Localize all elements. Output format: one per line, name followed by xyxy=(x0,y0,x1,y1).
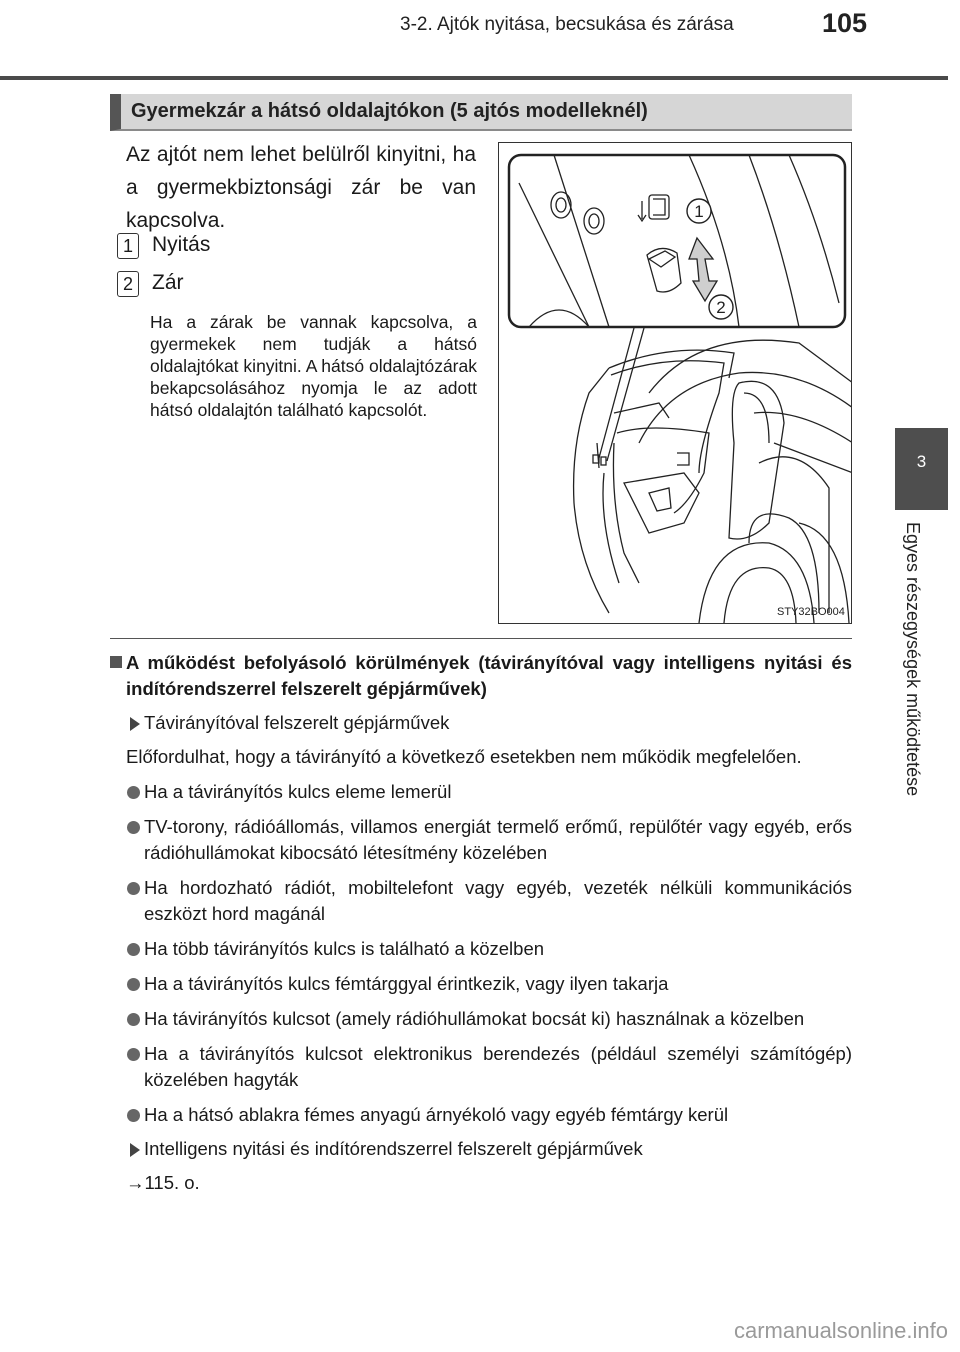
subheading-smart-entry-text: Intelligens nyitási és indítórendszerrel felszerelt gépjárművek xyxy=(144,1138,643,1159)
header-rule xyxy=(0,76,948,80)
circle-bullet-icon xyxy=(127,943,140,956)
condition-bullet-text: TV-torony, rádióállomás, villamos energiát termelő erőmű, repülőtér vagy egyéb, erős rádióhullámokat kibocsátó létesítmény közelében xyxy=(144,816,852,863)
conditions-section xyxy=(110,650,852,1196)
condition-bullet xyxy=(110,875,852,927)
condition-bullet-text: Ha a távirányítós kulcsot elektronikus berendezés (például személyi számítógép) közelében hagyták xyxy=(144,1043,852,1090)
subheading-smart-entry xyxy=(110,1136,852,1162)
circle-bullet-icon xyxy=(127,1013,140,1026)
condition-bullet-text: Ha több távirányítós kulcs is található a közelben xyxy=(144,938,545,959)
lock-note: Ha a zárak be vannak kapcsolva, a gyermekek nem tudják a hátsó oldalajtókat kinyitni. A hátsó oldalajtózárak bekapcsolásához nyomja le az adott hátsó oldalajtón található kapcsolót. xyxy=(150,312,477,420)
section-divider xyxy=(110,638,852,639)
side-tab-label: Egyes részegységek működtetése xyxy=(903,522,923,797)
callout-2: 2 xyxy=(716,298,726,317)
condition-bullet xyxy=(110,1006,852,1032)
door-drawing xyxy=(499,143,852,624)
header-title: 3-2. Ajtók nyitása, becsukása és zárása xyxy=(400,14,734,35)
condition-bullet xyxy=(110,1041,852,1093)
circle-bullet-icon xyxy=(127,1048,140,1061)
condition-bullet-text: Ha távirányítós kulcsot (amely rádióhullámokat bocsát ki) használnak a közelben xyxy=(144,1008,805,1029)
square-bullet-icon xyxy=(110,656,122,668)
conditions-heading-text: A működést befolyásoló körülmények (távirányítóval vagy intelligens nyitási és indítórendszerrel felszerelt gépjárművek) xyxy=(126,652,852,699)
condition-bullet-text: Ha hordozható rádiót, mobiltelefont vagy egyéb, vezeték nélküli kommunikációs eszközt hord magánál xyxy=(144,877,852,924)
child-lock-illustration xyxy=(498,142,852,624)
circle-bullet-icon xyxy=(127,821,140,834)
condition-bullet-text: Ha a távirányítós kulcs fémtárggyal érintkezik, vagy ilyen takarja xyxy=(144,973,669,994)
condition-bullet xyxy=(110,971,852,997)
figure-code: STY32BO004 xyxy=(777,606,845,618)
page-reference[interactable] xyxy=(110,1170,852,1196)
watermark: carmanualsonline.info xyxy=(733,1318,948,1343)
condition-bullet xyxy=(110,779,852,805)
section-title: Gyermekzár a hátsó oldalajtókon (5 ajtós modelleknél) xyxy=(131,100,648,122)
side-tab xyxy=(895,428,948,510)
circle-bullet-icon xyxy=(127,786,140,799)
section-title-bar xyxy=(110,94,852,131)
subheading-remote-text: Távirányítóval felszerelt gépjárművek xyxy=(144,712,450,733)
circle-bullet-icon xyxy=(127,978,140,991)
number-badge: 2 xyxy=(117,271,139,297)
condition-bullet xyxy=(110,1102,852,1128)
number-badge: 1 xyxy=(117,233,139,259)
callout-1: 1 xyxy=(694,202,704,221)
subheading-remote xyxy=(110,710,852,736)
arrow-right-icon: → xyxy=(126,1172,145,1193)
item-label: Zár xyxy=(152,271,184,294)
item-label: Nyitás xyxy=(152,233,211,256)
circle-bullet-icon xyxy=(127,1109,140,1122)
circle-bullet-icon xyxy=(127,882,140,895)
triangle-bullet-icon xyxy=(130,717,140,731)
triangle-bullet-icon xyxy=(130,1143,140,1157)
page-reference-text: 115. o. xyxy=(144,1172,200,1193)
condition-bullet xyxy=(110,936,852,962)
conditions-heading xyxy=(110,650,852,702)
page-number: 105 xyxy=(822,8,868,38)
condition-bullet-text: Ha a hátsó ablakra fémes anyagú árnyékoló vagy egyéb fémtárgy kerül xyxy=(144,1104,729,1125)
condition-bullet xyxy=(110,814,852,866)
condition-bullet-text: Ha a távirányítós kulcs eleme lemerül xyxy=(144,781,452,802)
intro-paragraph: Az ajtót nem lehet belülről kinyitni, ha a gyermekbiztonsági zár be van kapcsolva. xyxy=(126,143,476,232)
conditions-intro: Előfordulhat, hogy a távirányító a következő esetekben nem működik megfelelően. xyxy=(126,746,802,767)
side-tab-number: 3 xyxy=(916,452,927,471)
